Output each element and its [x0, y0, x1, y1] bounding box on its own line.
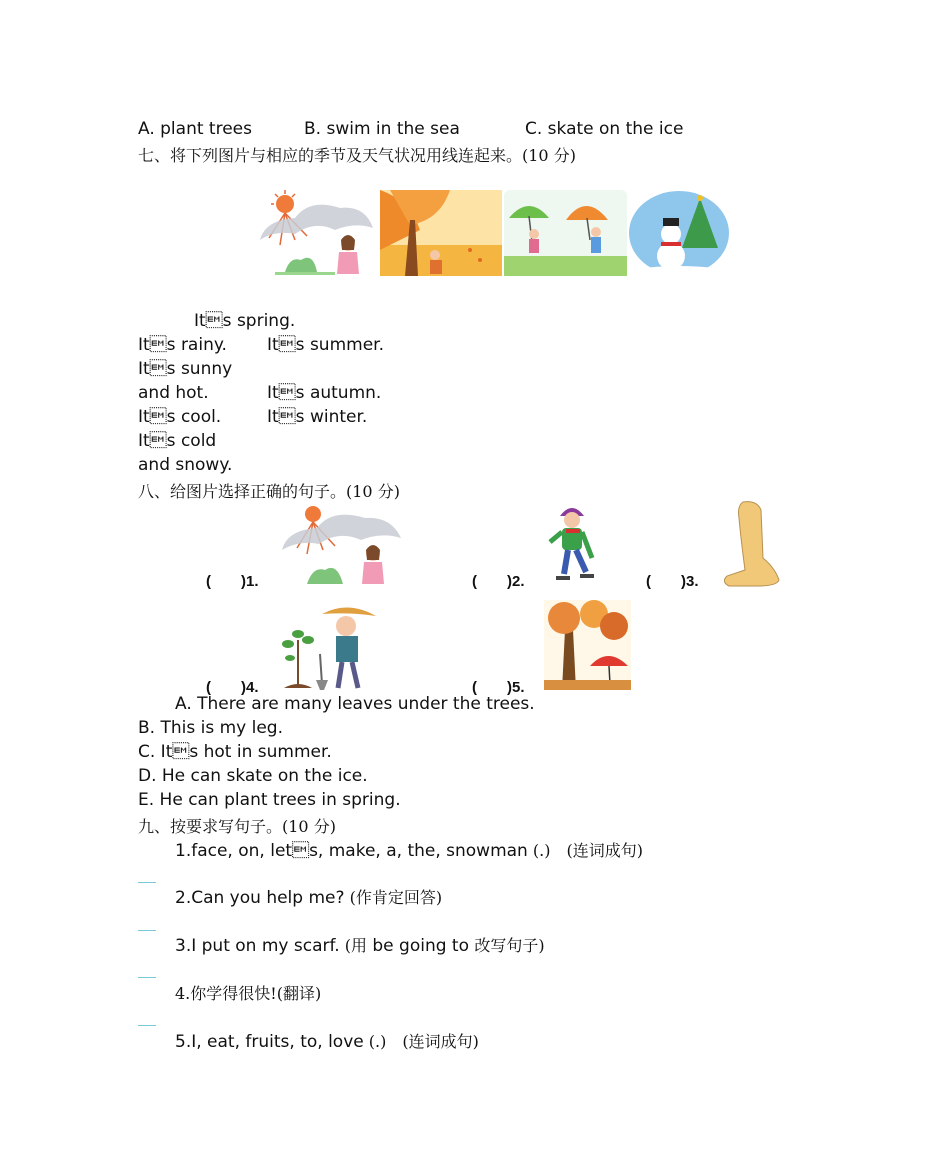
answer-line-4[interactable] [138, 1025, 156, 1026]
question-3-instruction-a: (用 [339, 936, 367, 955]
left-line-1: Its rainy. [138, 335, 227, 355]
question-2 [175, 885, 442, 908]
answer-line-2[interactable] [138, 930, 156, 931]
question-1-instruction: (.) (连词成句) [527, 841, 643, 860]
section7-heading: 七、将下列图片与相应的季节及天气状况用线连起来。(10 分) [138, 146, 576, 165]
autumn-label: Its autumn. [267, 383, 382, 403]
left-line-5: Its cold [138, 431, 217, 451]
answer-line-1[interactable] [138, 882, 156, 883]
item-3-label: ( )3. [646, 573, 699, 590]
option-b: B. swim in the sea [304, 119, 460, 139]
question-3-phrase: be going to [366, 936, 475, 956]
choice-e: E. He can plant trees in spring. [138, 790, 401, 810]
item-5-label: ( )5. [472, 679, 525, 696]
question-3 [175, 933, 545, 956]
question-1-words: 1.face, on, lets, make, a, the, snowman [175, 841, 528, 861]
question-5 [175, 1029, 479, 1052]
question-5-words: 5.I, eat, fruits, to, love [175, 1032, 364, 1052]
section8-heading: 八、给图片选择正确的句子。(10 分) [138, 482, 400, 501]
choice-d: D. He can skate on the ice. [138, 766, 368, 786]
autumn-picture [380, 190, 502, 276]
item-1-label: ( )1. [206, 573, 259, 590]
question-5-instruction: (.) (连词成句) [363, 1032, 479, 1051]
section9-heading: 九、按要求写句子。(10 分) [138, 817, 336, 836]
question-3-text: 3.I put on my scarf. [175, 936, 340, 956]
left-line-6: and snowy. [138, 455, 233, 475]
summer-label: Its summer. [267, 335, 384, 355]
question-3-instruction-b: 改写句子) [474, 936, 545, 955]
answer-line-3[interactable] [138, 977, 156, 978]
skating-boy-picture [546, 502, 598, 586]
item-2-label: ( )2. [472, 573, 525, 590]
choice-b: B. This is my leg. [138, 718, 283, 738]
left-line-4: Its cool. [138, 407, 222, 427]
question-1 [175, 838, 643, 861]
leg-picture [717, 500, 781, 588]
autumn-leaves-picture [544, 600, 631, 690]
question-2-text: 2.Can you help me? [175, 888, 345, 908]
planting-picture [276, 600, 380, 692]
left-line-3: and hot. [138, 383, 209, 403]
item-4-label: ( )4. [206, 679, 259, 696]
snowy-picture [628, 190, 730, 276]
choice-c: C. Its hot in summer. [138, 742, 332, 762]
rainy-picture [504, 190, 627, 276]
sunny-girl-picture [277, 502, 405, 586]
question-4: 4.你学得很快!(翻译) [175, 984, 322, 1003]
spring-label: Its spring. [194, 311, 296, 331]
choice-a: A. There are many leaves under the trees. [175, 694, 535, 714]
winter-label: Its winter. [267, 407, 368, 427]
left-line-2: Its sunny [138, 359, 233, 379]
question-2-instruction: (作肯定回答) [344, 888, 443, 907]
sunny-hot-picture [255, 190, 377, 276]
option-c: C. skate on the ice [525, 119, 684, 139]
option-a: A. plant trees [138, 119, 252, 139]
